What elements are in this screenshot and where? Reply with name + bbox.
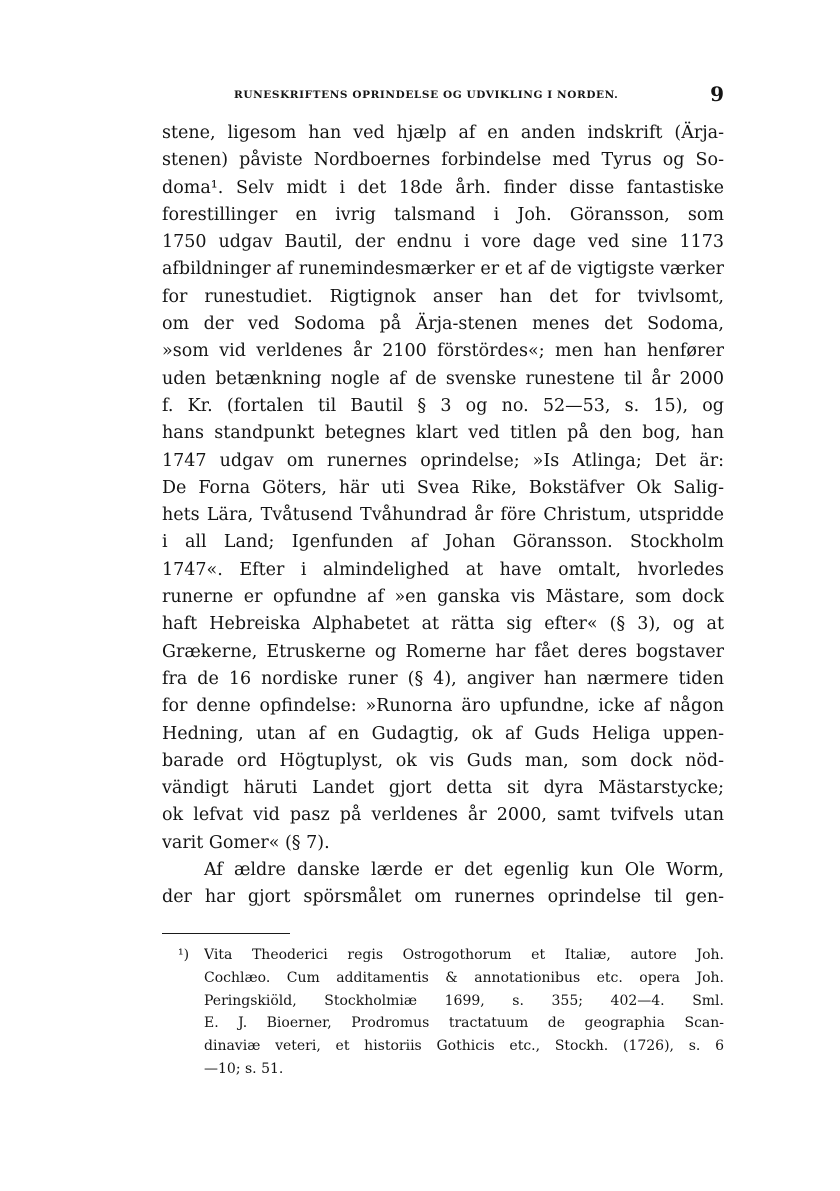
footnote-line: E. J. Bioerner, Prodromus tractatuum de geographia Scan- xyxy=(204,1015,724,1032)
text-line: for runestudiet. Rigtignok anser han det for tvivlsomt, xyxy=(162,286,724,307)
footnote-line: dinaviæ veteri, et historiis Gothicis etc., Stockh. (1726), s. 6 xyxy=(204,1038,724,1055)
text-line: hans standpunkt betegnes klart ved titlen på den bog, han xyxy=(162,423,724,444)
footnote-line: —10; s. 51. xyxy=(204,1060,284,1077)
text-line: f. Kr. (fortalen til Bautil § 3 og no. 52—53, s. 15), og xyxy=(162,395,724,416)
text-line: 1747«. Efter i almindelighed at have omtalt, hvorledes xyxy=(162,559,724,580)
running-head xyxy=(162,82,724,108)
text-line: doma¹. Selv midt i det 18de årh. finder disse fantastiske xyxy=(162,177,724,198)
footnote xyxy=(178,944,724,1081)
text-line: barade ord Högtuplyst, ok vis Guds man, som dock nöd- xyxy=(162,750,724,771)
text-line: hets Lära, Tvåtusend Tvåhundrad år före Christum, utspridde xyxy=(162,505,724,526)
text-line: uden betænkning nogle af de svenske runestene til år 2000 xyxy=(162,368,724,389)
text-line: varit Gomer« (§ 7). xyxy=(162,832,330,853)
text-line: for denne opfindelse: »Runorna äro upfundne, icke af någon xyxy=(162,696,724,717)
footnote-line: Cochlæo. Cum additamentis & annotationibus etc. opera Joh. xyxy=(204,969,724,986)
text-line: forestillinger en ivrig talsmand i Joh. Göransson, som xyxy=(162,204,724,225)
text-line: i all Land; Igenfunden af Johan Göransson. Stockholm xyxy=(162,532,724,553)
text-line: Af ældre danske lærde er det egenlig kun Ole Worm, xyxy=(204,860,724,881)
running-title: RUNESKRIFTENS OPRINDELSE OG UDVIKLING I NORDEN. xyxy=(234,89,619,101)
text-line: om der ved Sodoma på Ärja-stenen menes det Sodoma, xyxy=(162,314,724,335)
footnote-line: Vita Theoderici regis Ostrogothorum et Italiæ, autore Joh. xyxy=(204,947,724,963)
text-line: De Forna Göters, här uti Svea Rike, Bokstäfver Ok Salig- xyxy=(162,477,724,498)
text-line: stenen) påviste Nordboernes forbindelse med Tyrus og So- xyxy=(162,150,724,171)
text-line: Grækerne, Etruskerne og Romerne har fået deres bogstaver xyxy=(162,641,724,662)
text-line: runerne er opfundne af »en ganska vis Mästare, som dock xyxy=(162,587,724,608)
text-line: 1747 udgav om runernes oprindelse; »Is Atlinga; Det är: xyxy=(162,450,724,471)
text-line: ok lefvat vid pasz på verldenes år 2000, samt tvifvels utan xyxy=(162,805,724,826)
text-line: Hedning, utan af en Gudagtig, ok af Guds Heliga uppen- xyxy=(162,723,724,744)
text-line: haft Hebreiska Alphabetet at rätta sig efter« (§ 3), og at xyxy=(162,614,724,635)
page-number: 9 xyxy=(710,82,724,106)
text-line: 1750 udgav Bautil, der endnu i vore dage ved sine 1173 xyxy=(162,232,724,253)
body-text xyxy=(162,120,724,912)
text-line: afbildninger af runemindesmærker er et af de vigtigste værker xyxy=(162,259,724,280)
text-line: vändigt häruti Landet gjort detta sit dyra Mästarstycke; xyxy=(162,778,724,799)
text-line: stene, ligesom han ved hjælp af en anden indskrift (Ärja- xyxy=(162,123,724,143)
footnote-line: Peringskiöld, Stockholmiæ 1699, s. 355; 402—4. Sml. xyxy=(204,992,724,1009)
text-line: »som vid verldenes år 2100 förstördes«; men han henfører xyxy=(162,341,724,362)
footnote-marker: ¹) xyxy=(178,947,190,963)
text-line: fra de 16 nordiske runer (§ 4), angiver han nærmere tiden xyxy=(162,668,724,689)
footnote-rule xyxy=(162,933,290,934)
text-line: der har gjort spörsmålet om runernes oprindelse til gen- xyxy=(162,887,724,908)
